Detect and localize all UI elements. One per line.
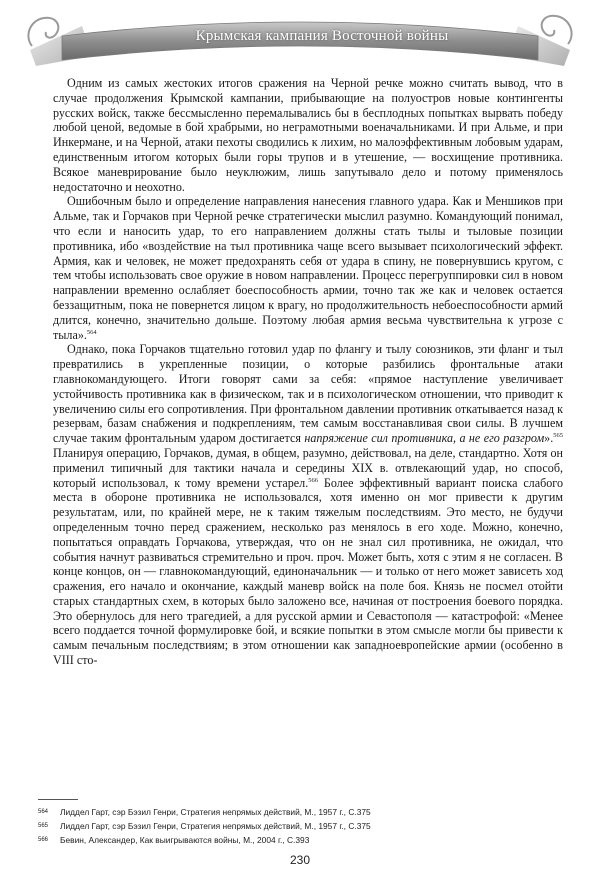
footnote-text: Лиддел Гарт, сэр Бэзил Генри, Стратегия непрямых действий, М., 1957 г., С.375	[60, 807, 371, 817]
footnote-reference[interactable]: 564	[86, 328, 97, 336]
footnote-number: 566	[38, 837, 49, 843]
page-number: 230	[289, 853, 311, 867]
paragraph-text: Одним из самых жестоких итогов сражения на Черной речке можно считать вывод, что в случае продолжения Крымской кампании, прибывающие на полуостров новые контингенты русских войск, также бессмысленно перемалывались бы в бесплодных попытках вырвать победу любой ценой, ведомые в бой храбрыми, но неграмотными военачальниками. И при Альме, и при Инкермане, и на Черной, атаки пехоты сводились к лихим, но малоэффективным лобовым ударам, единственным итогом которых были горы трупов и в утешение, — восхищение противника. Всякое маневрирование было неуклюжим, лишь запутывало дело и потому применялось недостаточно и неохотно.	[53, 76, 563, 194]
paragraph-text: Однако, пока Горчаков тщательно готовил удар по флангу и тылу союзников, эти фланг и тыл превратились в укрепленные позиции, о которые разбились фронтальные атаки главнокомандующего. Итоги говорят сами за себя: «прямое наступление увеличивает устойчивость противника как в физическом, так и в психологическом отношении, что приводит к увеличению силы его сопротивления. При фронтальном давлении противник откатывается назад к резервам, базам снабжения и подкреплениям, тем самым восстанавливая свои силы. В лучшем случае таким фронтальным ударом достигается	[53, 342, 563, 446]
emphasis-text: напряжение сил противника, а не его разгром	[304, 431, 545, 446]
paragraph	[53, 342, 563, 668]
paragraph-text: Планируя операцию, Горчаков, думая, в общем, разумно, действовал, на деле, стандартно. Хотя он применил типичный для тактики начала и середины XIX в. отвлекающий удар, но способ, который использовал, к тому времени устарел.	[53, 445, 563, 490]
paragraph-text: ».	[544, 431, 554, 446]
footnote-text: Лиддел Гарт, сэр Бэзил Генри, Стратегия непрямых действий, М., 1957 г., С.375	[60, 821, 371, 831]
footnotes	[38, 805, 558, 847]
footnote-reference[interactable]: 566	[308, 476, 318, 484]
paragraph-text: Более эффективный вариант поиска слабого места в обороне противника не использовался, хотя именно он мог привести к другим результатам, или, по крайней мере, не к таким тяжелым последствиям. Это место, не будучи определенным точно перед сражением, несколько раз менялось в его ходе. Можно, конечно, попытаться оправдать Горчакова, утверждая, что он не знал сил противника, не ожидал, что события начнут развиваться стремительно и проч. проч. Может быть, хотя с этим я не согласен. В конце концов, он — главнокомандующий, единоначальник — и только от него может зависеть ход сражения, его начало и окончание, каждый маневр войск на поле боя. Князь не посмел отойти старых стандартных схем, в которых было заложено все, начиная от построения боевого порядка. Это обернулось для него трагедией, а для русской армии и Севастополя — катастрофой: «Менее всего поддается точной формулировке бой, и всякие попытки в этом смысле могли бы привести к самым печальным последствиям; в этом отношении как западноевропейские армии (особенно в VIII сто-	[53, 475, 563, 668]
footnote-number: 565	[38, 823, 49, 829]
footnote-divider	[38, 799, 78, 800]
footnote	[38, 833, 558, 847]
body-text	[53, 76, 563, 668]
chapter-banner	[22, 6, 578, 70]
footnote-text: Бевин, Александер, Как выигрываются войны, М., 2004 г., С.393	[60, 835, 310, 845]
chapter-title: Крымская кампания Восточной войны	[195, 28, 449, 44]
footnote	[38, 819, 558, 833]
paragraph	[53, 194, 563, 342]
footnote	[38, 805, 558, 819]
paragraph	[53, 76, 563, 194]
paragraph-text: Ошибочным было и определение направления нанесения главного удара. Как и Меншиков при Альме, так и Горчаков при Черной речке стратегически мыслил разумно. Командующий понимал, что если и наносить удар, то его направлением должны стать тылы и тыловые позиции противника, ибо «воздействие на тыл противника чаще всего вызывает психологический эффект. Армия, как и человек, не может предохранять себя от удара в спину, не повернувшись кругом, с тем чтобы использовать свое оружие в новом направлении. Процесс перегруппировки сил в новом направлении временно ослабляет боеспособность армии, точно так же как и человек остается беззащитным, пока не повернется лицом к врагу, но продолжительность небоеспособности армий длится, конечно, значительно дольше. Поэтому любая армия весьма чувствительна к угрозе с тыла».	[53, 194, 563, 342]
footnote-number: 564	[38, 809, 49, 815]
footnote-reference[interactable]: 565	[553, 432, 563, 440]
